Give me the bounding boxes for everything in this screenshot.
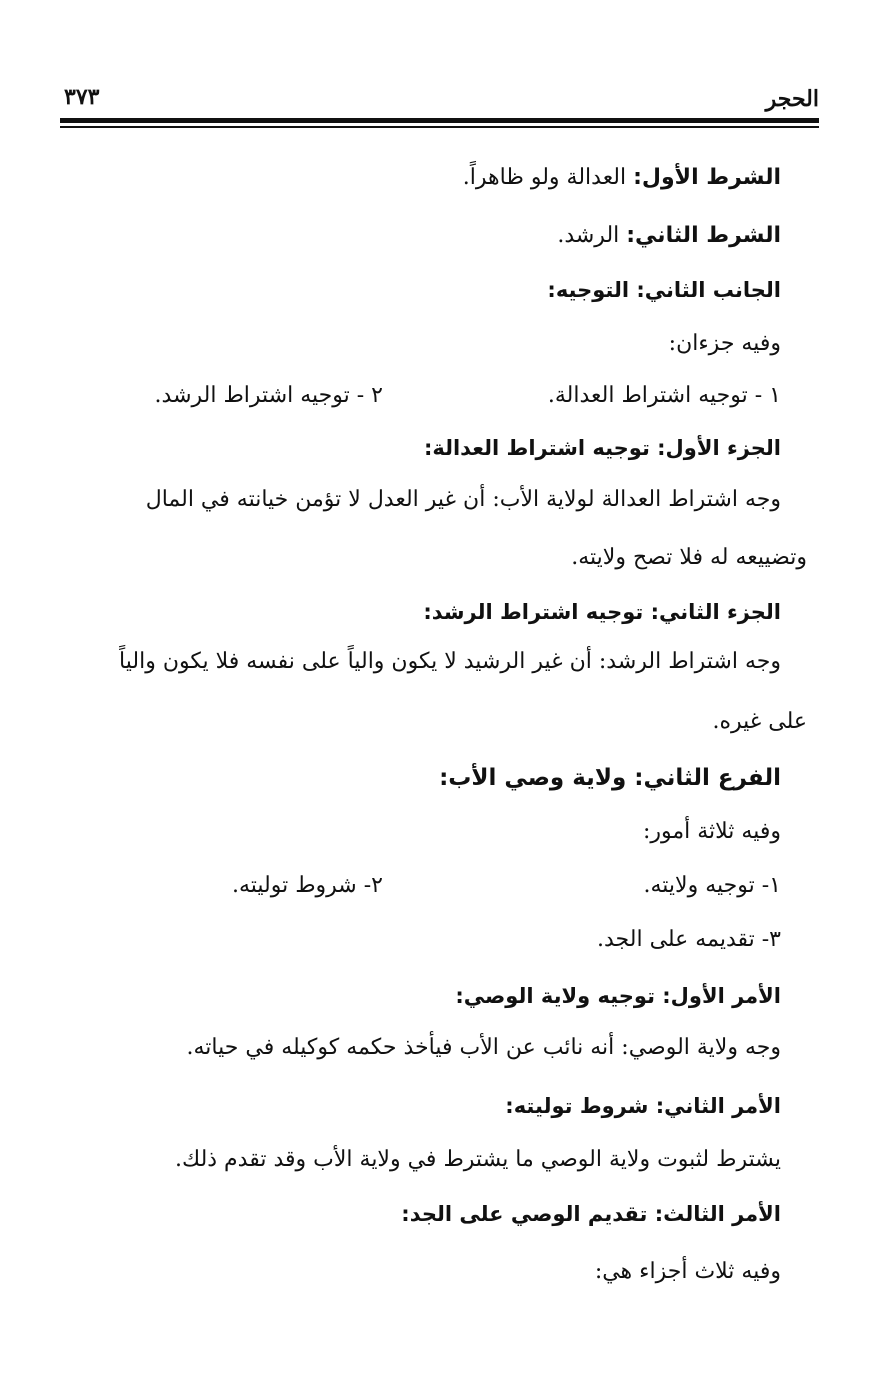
- matter-3-heading: الأمر الثالث: تقديم الوصي على الجد:: [401, 1202, 781, 1226]
- condition-1-text: العدالة ولو ظاهراً.: [462, 165, 634, 190]
- part-1-heading: الجزء الأول: توجيه اشتراط العدالة:: [423, 436, 781, 460]
- condition-1-label: الشرط الأول:: [633, 165, 781, 190]
- three-parts-intro: وفيه ثلاث أجزاء هي:: [594, 1259, 781, 1284]
- condition-2-text: الرشد.: [557, 223, 627, 248]
- two-parts-intro: وفيه جزءان:: [668, 331, 781, 356]
- matters-list-item-1: ١- توجيه ولايته.: [643, 873, 781, 898]
- matter-2-text: يشترط لثبوت ولاية الوصي ما يشترط في ولاية الأب وقد تقدم ذلك.: [175, 1147, 781, 1172]
- part-1-line-1: وجه اشتراط العدالة لولاية الأب: أن غير العدل لا تؤمن خيانته في المال: [145, 487, 781, 512]
- matters-list-item-2: ٢- شروط توليته.: [231, 873, 383, 898]
- condition-2: [40, 220, 781, 252]
- part-2-line-2: على غيره.: [712, 709, 807, 734]
- matter-1-heading: الأمر الأول: توجيه ولاية الوصي:: [455, 984, 781, 1008]
- branch-2-heading: الفرع الثاني: ولاية وصي الأب:: [439, 765, 781, 791]
- condition-2-label: الشرط الثاني:: [626, 223, 781, 248]
- chapter-title: الحجر: [765, 86, 819, 112]
- part-2-heading: الجزء الثاني: توجيه اشتراط الرشد:: [423, 600, 781, 624]
- parts-list-item-2: ٢ - توجيه اشتراط الرشد.: [154, 383, 383, 408]
- page-number: ٣٧٣: [64, 84, 100, 110]
- matters-list-item-3: ٣- تقديمه على الجد.: [597, 927, 781, 952]
- matter-2-heading: الأمر الثاني: شروط توليته:: [505, 1094, 781, 1118]
- matter-1-text: وجه ولاية الوصي: أنه نائب عن الأب فيأخذ حكمه كوكيله في حياته.: [186, 1035, 781, 1060]
- part-2-line-1: وجه اشتراط الرشد: أن غير الرشيد لا يكون والياً على نفسه فلا يكون والياً: [119, 649, 781, 674]
- header-rule-thin: [60, 126, 819, 128]
- part-1-line-2: وتضييعه له فلا تصح ولايته.: [571, 545, 807, 570]
- page-header: [60, 82, 819, 116]
- side-2-heading: الجانب الثاني: التوجيه:: [547, 278, 781, 302]
- header-rule-thick: [60, 118, 819, 123]
- condition-1: [40, 162, 781, 194]
- three-matters-intro: وفيه ثلاثة أمور:: [642, 819, 781, 844]
- parts-list-item-1: ١ - توجيه اشتراط العدالة.: [547, 383, 781, 408]
